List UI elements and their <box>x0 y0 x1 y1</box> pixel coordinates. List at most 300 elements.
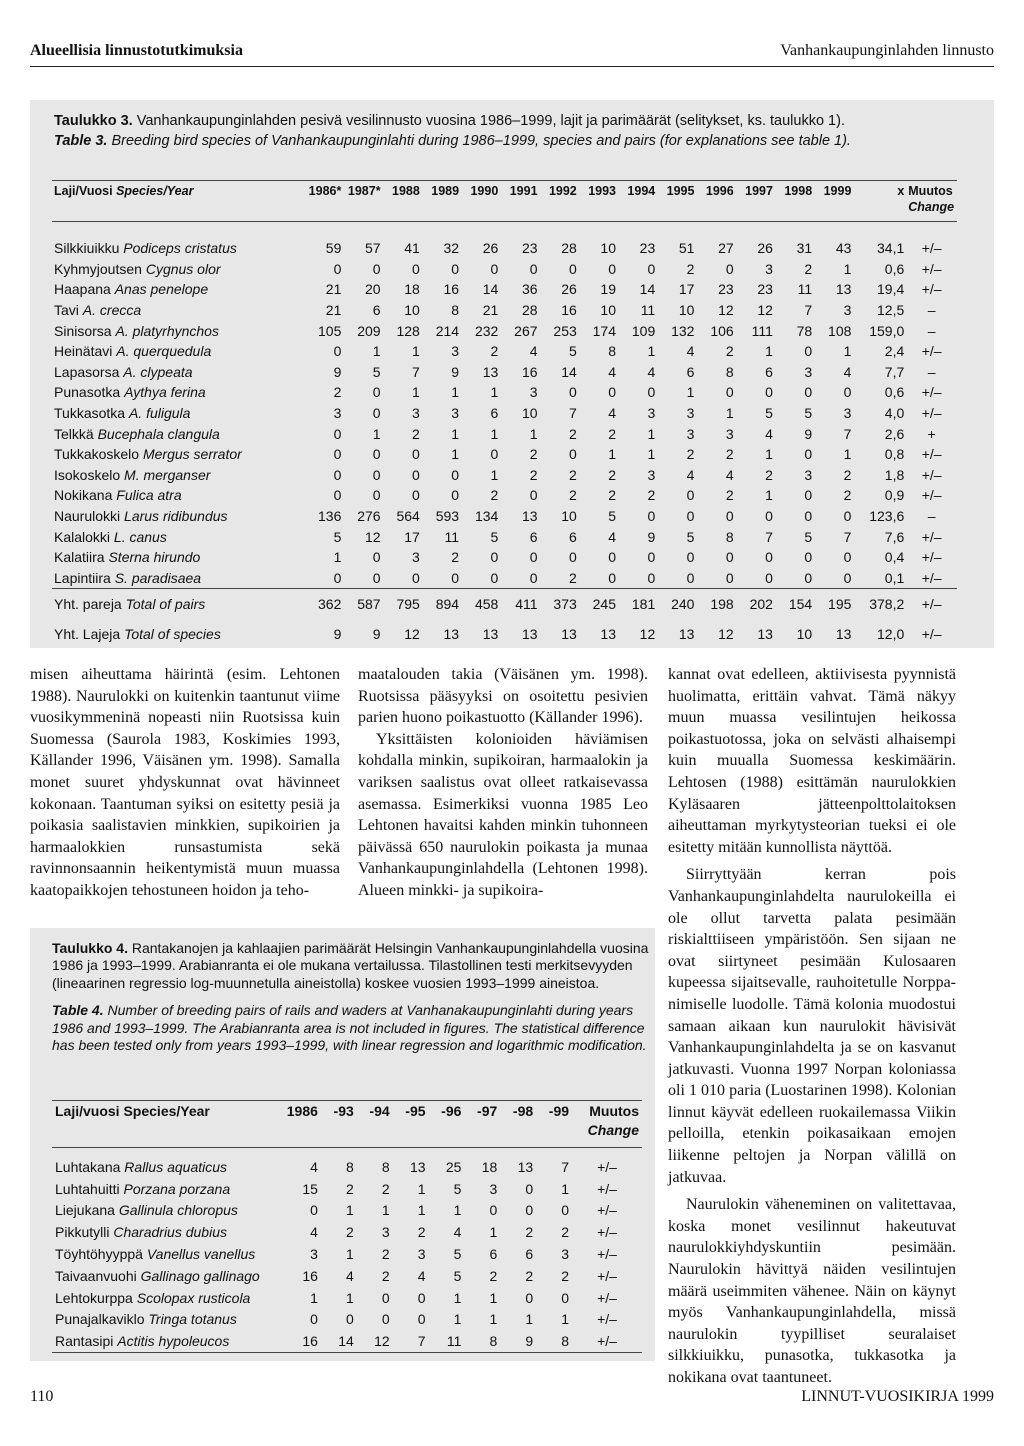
value-cell: 16 <box>561 302 577 319</box>
mean-cell: 159,0 <box>869 322 905 339</box>
table4-col-change: Muutos <box>589 1103 639 1119</box>
species-name-fi: Heinätavi <box>54 343 117 360</box>
table3-col-year: 1998 <box>784 184 813 198</box>
value-cell: 1 <box>310 1289 318 1306</box>
value-cell: 2 <box>490 487 499 504</box>
value-cell: 9 <box>333 363 342 380</box>
value-cell: 9 <box>500 1330 536 1352</box>
value-cell: 0 <box>451 487 460 504</box>
species-name-fi: Lapasorsa <box>54 363 124 380</box>
value-cell: 0 <box>490 446 499 463</box>
value-cell: 0 <box>568 260 577 277</box>
value-cell: 4 <box>310 1224 318 1241</box>
table-row <box>52 1178 642 1200</box>
value-cell: 8 <box>451 302 460 319</box>
species-cell <box>52 382 304 403</box>
value-cell: 6 <box>372 302 381 319</box>
value-cell: 2 <box>765 466 773 483</box>
value-cell: 0 <box>345 1311 354 1328</box>
species-name-scientific: Rallus aquaticus <box>124 1158 228 1175</box>
value-cell: 4 <box>843 363 852 380</box>
value-cell: 0 <box>333 446 342 463</box>
value-cell: 109 <box>631 322 656 339</box>
value-cell: 0 <box>529 549 538 566</box>
species-name-scientific: A. clypeata <box>123 363 193 380</box>
text-column-1 <box>30 664 340 902</box>
value-cell: 26 <box>757 240 773 257</box>
value-cell: 5 <box>453 1267 462 1284</box>
change-cell: +/– <box>921 626 942 643</box>
value-cell: 1 <box>843 260 852 277</box>
value-cell: 10 <box>796 626 813 643</box>
value-cell: 198 <box>710 596 734 613</box>
value-cell: 1 <box>765 446 773 463</box>
value-cell: 0 <box>686 508 695 525</box>
value-cell: 15 <box>302 1180 318 1197</box>
value-cell: 105 <box>318 322 342 339</box>
value-cell: 14 <box>321 1330 357 1352</box>
value-cell: 10 <box>521 405 538 422</box>
value-cell: 1 <box>529 425 538 442</box>
mean-cell: 4,0 <box>884 405 905 422</box>
mean-cell: 0,9 <box>884 487 905 504</box>
value-cell: 26 <box>561 281 577 298</box>
table-row <box>52 341 957 362</box>
table4 <box>52 1100 642 1353</box>
value-cell: 0 <box>417 1289 426 1306</box>
mean-cell: 12,0 <box>877 626 905 643</box>
value-cell: 1 <box>647 425 656 442</box>
value-cell: 0 <box>489 1202 498 1219</box>
value-cell: 1 <box>647 343 656 360</box>
value-cell: 0 <box>686 549 695 566</box>
value-cell: 0 <box>736 568 775 589</box>
change-cell: +/– <box>921 405 942 422</box>
change-cell: – <box>927 302 936 319</box>
table4-header-row-2 <box>52 1120 642 1148</box>
species-name-scientific: A. platyrhynchos <box>115 322 219 339</box>
value-cell: 14 <box>482 281 499 298</box>
value-cell: 14 <box>639 281 656 298</box>
value-cell: 7 <box>804 302 813 319</box>
value-cell: 0 <box>333 260 342 277</box>
value-cell: 2 <box>490 343 499 360</box>
value-cell: 4 <box>608 405 616 422</box>
species-name-fi: Punasotka <box>54 384 125 401</box>
value-cell: 0 <box>422 568 461 589</box>
species-name-fi: Taivaanvuohi <box>55 1267 141 1284</box>
species-name-fi: Rantasipi <box>55 1333 118 1350</box>
value-cell: 13 <box>482 626 499 643</box>
mean-cell: 0,8 <box>884 446 905 463</box>
value-cell: 0 <box>608 384 616 401</box>
value-cell: 13 <box>482 363 499 380</box>
value-cell: 7 <box>561 1158 570 1175</box>
value-cell: 7 <box>843 528 852 545</box>
value-cell: 1 <box>490 466 499 483</box>
value-cell: 0 <box>725 260 734 277</box>
table-row <box>52 547 957 568</box>
species-name-scientific: Scolopax rusticola <box>136 1289 251 1306</box>
change-cell: +/– <box>921 260 942 277</box>
value-cell: 12 <box>718 302 734 319</box>
value-cell: 3 <box>489 1180 498 1197</box>
value-cell: 2 <box>725 343 734 360</box>
species-name-fi: Töyhtöhyyppä <box>55 1246 147 1263</box>
paragraph: Naurulokin väheneminen on valitettavaa, koska monet vesilinnut hakeutuvat naurulokkiyhdyskuntiin pesimään. Naurulokin hävittyä näiden vesilintujen määrä useimmiten vähenee. Näin on käynyt myös Vanhankaupunginlahdella, missä naurulokin tyypilliset seuralaiset silkkiuikku, punasotka, tukkasotka ja nokikana ovat taantuneet. <box>668 1196 956 1386</box>
value-cell: 3 <box>804 466 813 483</box>
value-cell: 3 <box>412 549 420 566</box>
value-cell: 0 <box>568 384 577 401</box>
mean-cell: 0,6 <box>884 260 905 277</box>
species-name-fi: Lehtokurppa <box>55 1289 137 1306</box>
species-cell <box>52 1265 284 1287</box>
value-cell: 0 <box>804 549 813 566</box>
value-cell: 10 <box>600 302 616 319</box>
value-cell: 458 <box>474 596 499 613</box>
value-cell: 2 <box>647 487 656 504</box>
table-row <box>52 1221 642 1243</box>
value-cell: 2 <box>843 466 852 483</box>
table3-col-year: 1995 <box>666 184 695 198</box>
value-cell: 2 <box>686 260 695 277</box>
value-cell: 0 <box>618 568 657 589</box>
species-name-fi: Punajalkaviklo <box>55 1311 149 1328</box>
change-cell: +/– <box>597 1180 617 1197</box>
value-cell: 0 <box>372 384 381 401</box>
value-cell: 20 <box>365 281 381 298</box>
value-cell: 2 <box>608 487 616 504</box>
table4-caption-fi-label: Taulukko 4. <box>52 940 128 956</box>
species-cell <box>52 341 304 362</box>
value-cell: 0 <box>372 549 381 566</box>
value-cell: 8 <box>725 528 734 545</box>
species-name-fi: Kyhmyjoutsen <box>54 260 146 277</box>
table4-col-year: -97 <box>477 1103 498 1119</box>
value-cell: 0 <box>561 1289 570 1306</box>
change-cell: +/– <box>921 384 942 401</box>
species-name-scientific: M. merganser <box>124 466 211 483</box>
value-cell: 0 <box>765 508 773 525</box>
value-cell: 3 <box>561 1246 570 1263</box>
value-cell: 13 <box>517 1158 534 1175</box>
value-cell: 4 <box>310 1158 318 1175</box>
value-cell: 0 <box>372 466 381 483</box>
table3-col-year: 1990 <box>470 184 499 198</box>
species-cell <box>52 320 304 341</box>
paragraph: Siirryttyään kerran pois Vanhankaupunginlahdelta naurulokeilla ei ole ollut tarvetta palata pesimään riskialttiiseen ympäristöön. Sen sijaan ne ovat siirtyneet pesimään Kulosaaren kupeessa sijaitsevalle, rauhoitetulle Norppa-nimiselle luodolle. Tämä kolonia muodostui samaan aikaan kun naurulokit hävisivät Vanhankaupunginlahdelta ja se on kasvanut jatkuvasti. Vuonna 1997 Norpan koloniassa oli 1 010 paria (Luostarinen 1998). Kolonian linnut käyvät edelleen ruokailemassa Viikin pelloilla, etenkin poikasaikaan emojen liikenne peltojen ja Norpan välillä on jatkuvaa. <box>668 866 956 1186</box>
value-cell: 2 <box>686 446 695 463</box>
value-cell: 25 <box>445 1158 462 1175</box>
value-cell: 4 <box>686 466 695 483</box>
value-cell: 0 <box>568 446 577 463</box>
species-cell <box>52 362 304 383</box>
value-cell: 11 <box>797 281 813 298</box>
value-cell: 1 <box>647 446 656 463</box>
change-cell: +/– <box>921 466 942 483</box>
table3-header-row-2 <box>52 199 957 222</box>
value-cell: 134 <box>474 508 499 525</box>
value-cell: 21 <box>325 281 342 298</box>
value-cell: 1 <box>372 425 381 442</box>
value-cell: 5 <box>333 528 342 545</box>
species-name-fi: Kalatiira <box>54 549 109 566</box>
value-cell: 1 <box>725 405 734 422</box>
text-column-3 <box>668 664 956 1389</box>
table3-col-change-en-text: Change <box>908 200 955 214</box>
change-cell: +/– <box>597 1246 617 1263</box>
value-cell: 0 <box>804 343 813 360</box>
change-cell: +/– <box>921 281 942 298</box>
mean-cell: 7,6 <box>884 528 905 545</box>
value-cell: 195 <box>828 596 852 613</box>
table4-header-blank <box>52 1120 572 1148</box>
species-cell <box>52 1287 284 1309</box>
value-cell: 0 <box>333 343 342 360</box>
value-cell: 8 <box>608 343 616 360</box>
table3-col-year: 1992 <box>548 184 577 198</box>
table-row <box>52 444 957 465</box>
mean-cell: 1,8 <box>884 466 905 483</box>
paragraph: Yksittäisten kolonioiden häviämisen kohdalla minkin, supikoiran, harmaalokin ja variksen saalistus ovat olleet ratkaisevassa asemassa. Esimerkiksi vuonna 1985 Leo Lehtonen havaitsi kahden minkin tuhonneen päivässä 650 naurulokin poikasta ja munaa Vanhankaupunginlahdella (Lehtonen 1998). Alueen minkki- ja supikoira- <box>358 730 648 899</box>
value-cell: 5 <box>608 508 616 525</box>
value-cell: 232 <box>474 322 499 339</box>
table3-col-species-fi: Laji/Vuosi <box>54 184 117 198</box>
value-cell: 78 <box>796 322 813 339</box>
value-cell: 0 <box>372 405 381 422</box>
value-cell: 0 <box>725 549 734 566</box>
value-cell: 362 <box>318 596 342 613</box>
total-label-en: Total of pairs <box>125 596 206 613</box>
value-cell: 18 <box>481 1158 498 1175</box>
value-cell: 1 <box>489 1224 498 1241</box>
value-cell: 2 <box>725 487 734 504</box>
value-cell: 5 <box>453 1180 462 1197</box>
value-cell: 6 <box>525 1246 534 1263</box>
table3-col-change-en <box>906 199 957 222</box>
value-cell: 28 <box>561 240 577 257</box>
change-cell: +/– <box>921 446 942 463</box>
value-cell: 10 <box>678 302 695 319</box>
value-cell: 26 <box>482 240 499 257</box>
value-cell: 0 <box>579 568 618 589</box>
table4-col-year: -98 <box>512 1103 534 1119</box>
value-cell: 13 <box>757 626 773 643</box>
value-cell: 9 <box>451 363 460 380</box>
value-cell: 0 <box>412 446 420 463</box>
species-name-scientific: Anas penelope <box>114 281 209 298</box>
value-cell: 3 <box>451 405 460 422</box>
table-row <box>52 423 957 444</box>
table-row <box>52 506 957 527</box>
table-row <box>52 259 957 280</box>
value-cell: 12 <box>757 302 773 319</box>
species-cell <box>52 1178 284 1200</box>
mean-cell: 0,4 <box>884 549 905 566</box>
value-cell: 0 <box>804 487 813 504</box>
species-cell <box>52 465 304 486</box>
table-row <box>52 1265 642 1287</box>
species-cell <box>52 423 304 444</box>
value-cell: 1 <box>417 1202 426 1219</box>
value-cell: 12 <box>357 1330 393 1352</box>
value-cell: 2 <box>412 425 420 442</box>
species-name-scientific: Gallinula chloropus <box>118 1202 238 1219</box>
paragraph: kannat ovat edelleen, aktiivisesta pyynnistä huolimatta, erittäin vahvat. Tämä näkyy muun muassa vesilintujen heikossa poikastuotossa, joka on selvästi alhaisempi kuin muualla Suomessa keskimäärin. Lehtosen (1988) esittämän naurulokkien Kyläsaaren jätteenpolttolaitoksen aiheuttaman myrkytysteorian tueksi ei ole esitetty mitään kunnollista näyttöä. <box>668 666 956 856</box>
value-cell: 0 <box>333 487 342 504</box>
value-cell: 0 <box>608 549 616 566</box>
value-cell: 181 <box>631 596 656 613</box>
change-cell: +/– <box>921 596 942 613</box>
value-cell: 1 <box>451 446 460 463</box>
value-cell: 1 <box>333 549 342 566</box>
value-cell: 1 <box>451 425 460 442</box>
table-row <box>52 320 957 341</box>
value-cell: 3 <box>310 1246 318 1263</box>
value-cell: 2 <box>843 487 852 504</box>
species-name-scientific: S. paradisaea <box>114 569 202 586</box>
species-name-scientific: A. crecca <box>82 302 142 319</box>
value-cell: 267 <box>514 322 538 339</box>
value-cell: 3 <box>804 363 813 380</box>
value-cell: 14 <box>561 363 577 380</box>
value-cell: 43 <box>835 240 852 257</box>
value-cell: 0 <box>529 260 538 277</box>
table-row <box>52 382 957 403</box>
value-cell: 8 <box>381 1158 390 1175</box>
table-total-row <box>52 619 957 649</box>
change-cell: +/– <box>597 1224 617 1241</box>
table3-col-year: 1991 <box>509 184 538 198</box>
value-cell: 0 <box>525 1289 534 1306</box>
value-cell: 1 <box>843 446 852 463</box>
table-row <box>52 362 957 383</box>
value-cell: 23 <box>639 240 656 257</box>
value-cell: 13 <box>521 626 538 643</box>
table4-caption-en-text: Number of breeding pairs of rails and waders at Vanhanakaupunginlahti during years 1986 and 1993–1999. The Arabianranta area is not included in figures. The statistical difference has been tested only from years 1993–1999, with linear regression and logarithmic modification. <box>52 1002 647 1054</box>
value-cell: 253 <box>553 322 577 339</box>
table3-col-change: Muutos <box>908 184 953 198</box>
table3-caption-fi-label: Taulukko 3. <box>54 113 133 129</box>
species-name-fi: Tukkasotka <box>54 405 129 422</box>
mean-cell: 0,6 <box>884 384 905 401</box>
value-cell: 16 <box>284 1330 321 1352</box>
value-cell: 1 <box>417 1180 426 1197</box>
species-name-scientific: Tringa totanus <box>148 1311 237 1328</box>
value-cell: 10 <box>561 508 577 525</box>
species-cell <box>52 485 304 506</box>
value-cell: 0 <box>647 260 656 277</box>
species-name-scientific: Charadrius dubius <box>113 1224 227 1241</box>
value-cell: 0 <box>725 384 734 401</box>
value-cell: 2 <box>568 487 577 504</box>
value-cell: 57 <box>365 240 381 257</box>
value-cell: 1 <box>381 1202 390 1219</box>
species-cell <box>52 300 304 321</box>
value-cell: 2 <box>345 1224 354 1241</box>
species-name-fi: Haapana <box>54 281 115 298</box>
value-cell: 0 <box>383 568 422 589</box>
table3-col-species <box>52 181 304 200</box>
value-cell: 3 <box>725 425 734 442</box>
table4-caption-fi <box>52 940 650 992</box>
change-cell: +/– <box>921 343 942 360</box>
value-cell: 9 <box>804 425 813 442</box>
table4-col-year: -96 <box>441 1103 462 1119</box>
change-cell: + <box>927 425 936 442</box>
value-cell: 11 <box>444 528 460 545</box>
value-cell: 0 <box>304 568 343 589</box>
value-cell: 21 <box>325 302 342 319</box>
value-cell: 5 <box>490 528 499 545</box>
species-cell <box>52 444 304 465</box>
table4-caption-en-label: Table 4. <box>52 1002 104 1019</box>
change-cell: +/– <box>597 1289 617 1306</box>
value-cell: 564 <box>396 508 420 525</box>
change-cell: +/– <box>921 487 942 504</box>
table-row <box>52 485 957 506</box>
value-cell: 1 <box>345 1202 354 1219</box>
change-cell: – <box>927 322 936 339</box>
value-cell: 0 <box>696 568 735 589</box>
value-cell: 0 <box>657 568 696 589</box>
value-cell: 8 <box>464 1330 500 1352</box>
value-cell: 0 <box>568 549 577 566</box>
species-cell <box>52 1309 284 1331</box>
value-cell: 2 <box>381 1246 390 1263</box>
table3-caption-en-label: Table 3. <box>54 133 108 149</box>
table3-col-year: 1986* <box>308 184 342 198</box>
value-cell: 0 <box>529 487 538 504</box>
change-cell: +/– <box>597 1158 617 1175</box>
table3-col-species-en: Species/Year <box>116 184 194 198</box>
value-cell: 9 <box>372 626 381 643</box>
value-cell: 1 <box>490 425 499 442</box>
header-article-title: Vanhankaupunginlahden linnusto <box>780 42 994 59</box>
value-cell: 0 <box>500 568 539 589</box>
value-cell: 0 <box>647 384 656 401</box>
value-cell: 4 <box>686 343 695 360</box>
species-name-scientific: Gallinago gallinago <box>140 1267 260 1284</box>
value-cell: 4 <box>608 363 616 380</box>
species-name-fi: Nokikana <box>54 487 117 504</box>
table4-col-year: -94 <box>369 1103 390 1119</box>
value-cell: 3 <box>647 405 656 422</box>
value-cell: 1 <box>345 1246 354 1263</box>
text-column-2 <box>358 664 648 902</box>
value-cell: 5 <box>804 405 813 422</box>
value-cell: 11 <box>640 302 656 319</box>
table-row <box>52 465 957 486</box>
change-cell: +/– <box>921 528 942 545</box>
value-cell: 1 <box>453 1289 462 1306</box>
species-name-fi: Luhtahuitti <box>55 1180 124 1197</box>
change-cell: +/– <box>921 549 942 566</box>
value-cell: 1 <box>525 1311 534 1328</box>
value-cell: 209 <box>357 322 381 339</box>
table4-body <box>52 1148 642 1353</box>
table3-col-mean: x <box>897 184 905 198</box>
species-name-fi: Lapintiira <box>54 569 115 586</box>
table4-col-year: -93 <box>333 1103 354 1119</box>
value-cell: 240 <box>671 596 695 613</box>
value-cell: 23 <box>757 281 773 298</box>
mean-cell: 123,6 <box>869 508 905 525</box>
change-cell: +/– <box>597 1311 617 1328</box>
value-cell: 7 <box>765 528 773 545</box>
value-cell: 587 <box>357 596 381 613</box>
running-header <box>30 40 994 67</box>
